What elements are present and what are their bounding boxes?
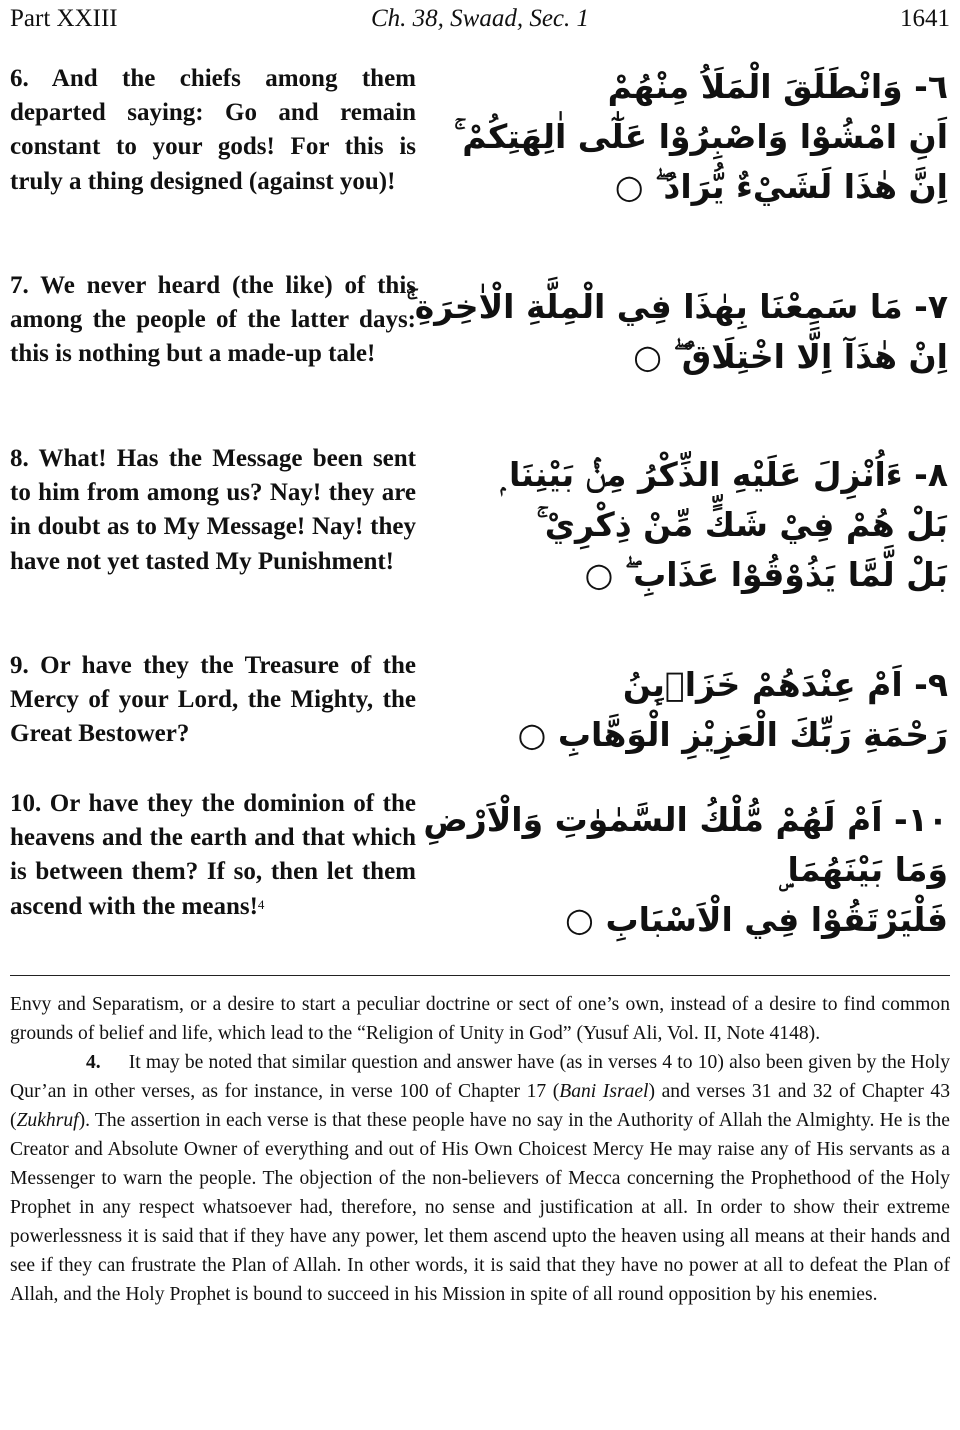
arabic-line: ٩- اَمْ عِنْدَهُمْ خَزَاۗىِٕنُ <box>622 665 948 704</box>
note-4-text: ) and verses 31 and 32 of Chapter 43 ( <box>10 1081 950 1131</box>
verse-10-english <box>10 787 416 924</box>
arabic-line: فَلْيَرْتَقُوْا فِي الْاَسْبَابِ ○ <box>565 900 948 939</box>
part-label: Part XXIII <box>10 5 118 32</box>
arabic-line: ٨- ءَاُنْزِلَ عَلَيْهِ الذِّكْرُ مِنْۢ بَيْنِنَا ۭ <box>500 455 948 494</box>
note-4-text: It may be noted that similar question and answer have (as in verses 4 to 10) also been given by the Holy Qur’an in other verses, as for instance, in verse 100 of Chapter 17 ( <box>10 1052 950 1102</box>
verse-9-arabic <box>517 660 948 760</box>
verse-10-arabic <box>423 795 948 945</box>
verse-9-english: 9. Or have they the Treasure of the Mercy of your Lord, the Mighty, the Great Bestower? <box>10 652 416 748</box>
page-header <box>10 4 950 38</box>
note-4-number: 4. <box>86 1052 101 1073</box>
arabic-line: اِنْ هٰذَآ اِلَّا اخْتِلَاقٌ ۖ ○ <box>633 337 948 376</box>
arabic-line: ١٠- اَمْ لَهُمْ مُّلْكُ السَّمٰوٰتِ وَالْاَرْضِ <box>423 800 948 839</box>
arabic-line: اَنِ امْشُوْا وَاصْبِرُوْا عَلٰٓى اٰلِهَتِكُمْ ۚ <box>454 117 948 156</box>
arabic-line: ٧- مَا سَمِعْنَا بِهٰذَا فِي الْمِلَّةِ الْاٰخِرَةِ ۚ <box>406 287 948 326</box>
verse-10-text: 10. Or have they the dominion of the heavens and the earth and that which is between them? If so, then let them ascend with the means! <box>10 790 416 920</box>
arabic-line: رَحْمَةِ رَبِّكَ الْعَزِيْزِ الْوَهَّابِ ○ <box>517 715 948 754</box>
footnote-marker: 4 <box>257 896 265 912</box>
note-4 <box>10 1048 950 1309</box>
arabic-line: وَمَا بَيْنَهُمَا ۣ <box>779 850 948 889</box>
page-number: 1641 <box>900 5 950 32</box>
arabic-line: بَلْ لَّمَّا يَذُوْقُوْا عَذَابِ ۖ ○ <box>584 555 948 594</box>
verse-7-english: 7. We never heard (the like) of this among the people of the latter days: this is nothing but a made-up tale! <box>10 272 416 368</box>
verse-6-arabic <box>454 62 948 212</box>
footnotes <box>10 990 950 1309</box>
arabic-line: ٦- وَانْطَلَقَ الْمَلَاُ مِنْهُمْ <box>607 67 948 106</box>
chapter-title: Ch. 38, Swaad, Sec. 1 <box>370 5 590 32</box>
verse-8-english: 8. What! Has the Message been sent to him from among us? Nay! they are in doubt as to My Message! Nay! they have not yet tasted My Punishment! <box>10 445 416 575</box>
verse-8-arabic <box>500 450 948 600</box>
verse-7-arabic <box>406 282 948 382</box>
note-4-italic: Zukhruf <box>16 1110 79 1131</box>
arabic-line: بَلْ هُمْ فِيْ شَكٍّ مِّنْ ذِكْرِيْ ۚ <box>536 505 948 544</box>
note-4-text: ). The assertion in each verse is that these people have no say in the Authority of Allah the Almighty. He is the Creator and Absolute Owner of everything and out of His Own Choicest Mercy He may raise any of His servants as a Messenger to warn the people. The objection of the non-believers of Mecca concerning the Prophethood of the Holy Prophet in any respect whatsoever had, therefore, no sense and justification at all. In order to show their extreme powerlessness it is said that if they have any power, let them ascend upto the heaven using all means at their hands and see if they can frustrate the Plan of Allah. In other words, it is said that they have no power at all to defeat the Plan of Allah, and the Holy Prophet is bound to succeed in his Mission in spite of all round opposition by his enemies. <box>10 1110 950 1305</box>
footnote-divider <box>10 975 950 976</box>
verse-6-english: 6. And the chiefs among them departed saying: Go and remain constant to your gods! For this is truly a thing designed (against you)! <box>10 65 416 195</box>
arabic-line: اِنَّ هٰذَا لَشَيْءٌ يُّرَادُ ۖ ○ <box>614 167 948 206</box>
note-4-italic: Bani Israel <box>559 1081 649 1102</box>
note-continuation: Envy and Separatism, or a desire to start a peculiar doctrine or sect of one’s own, instead of a desire to find common grounds of belief and life, which lead to the “Religion of Unity in God” (Yusuf Ali, Vol. II, Note 4148). <box>10 994 950 1044</box>
